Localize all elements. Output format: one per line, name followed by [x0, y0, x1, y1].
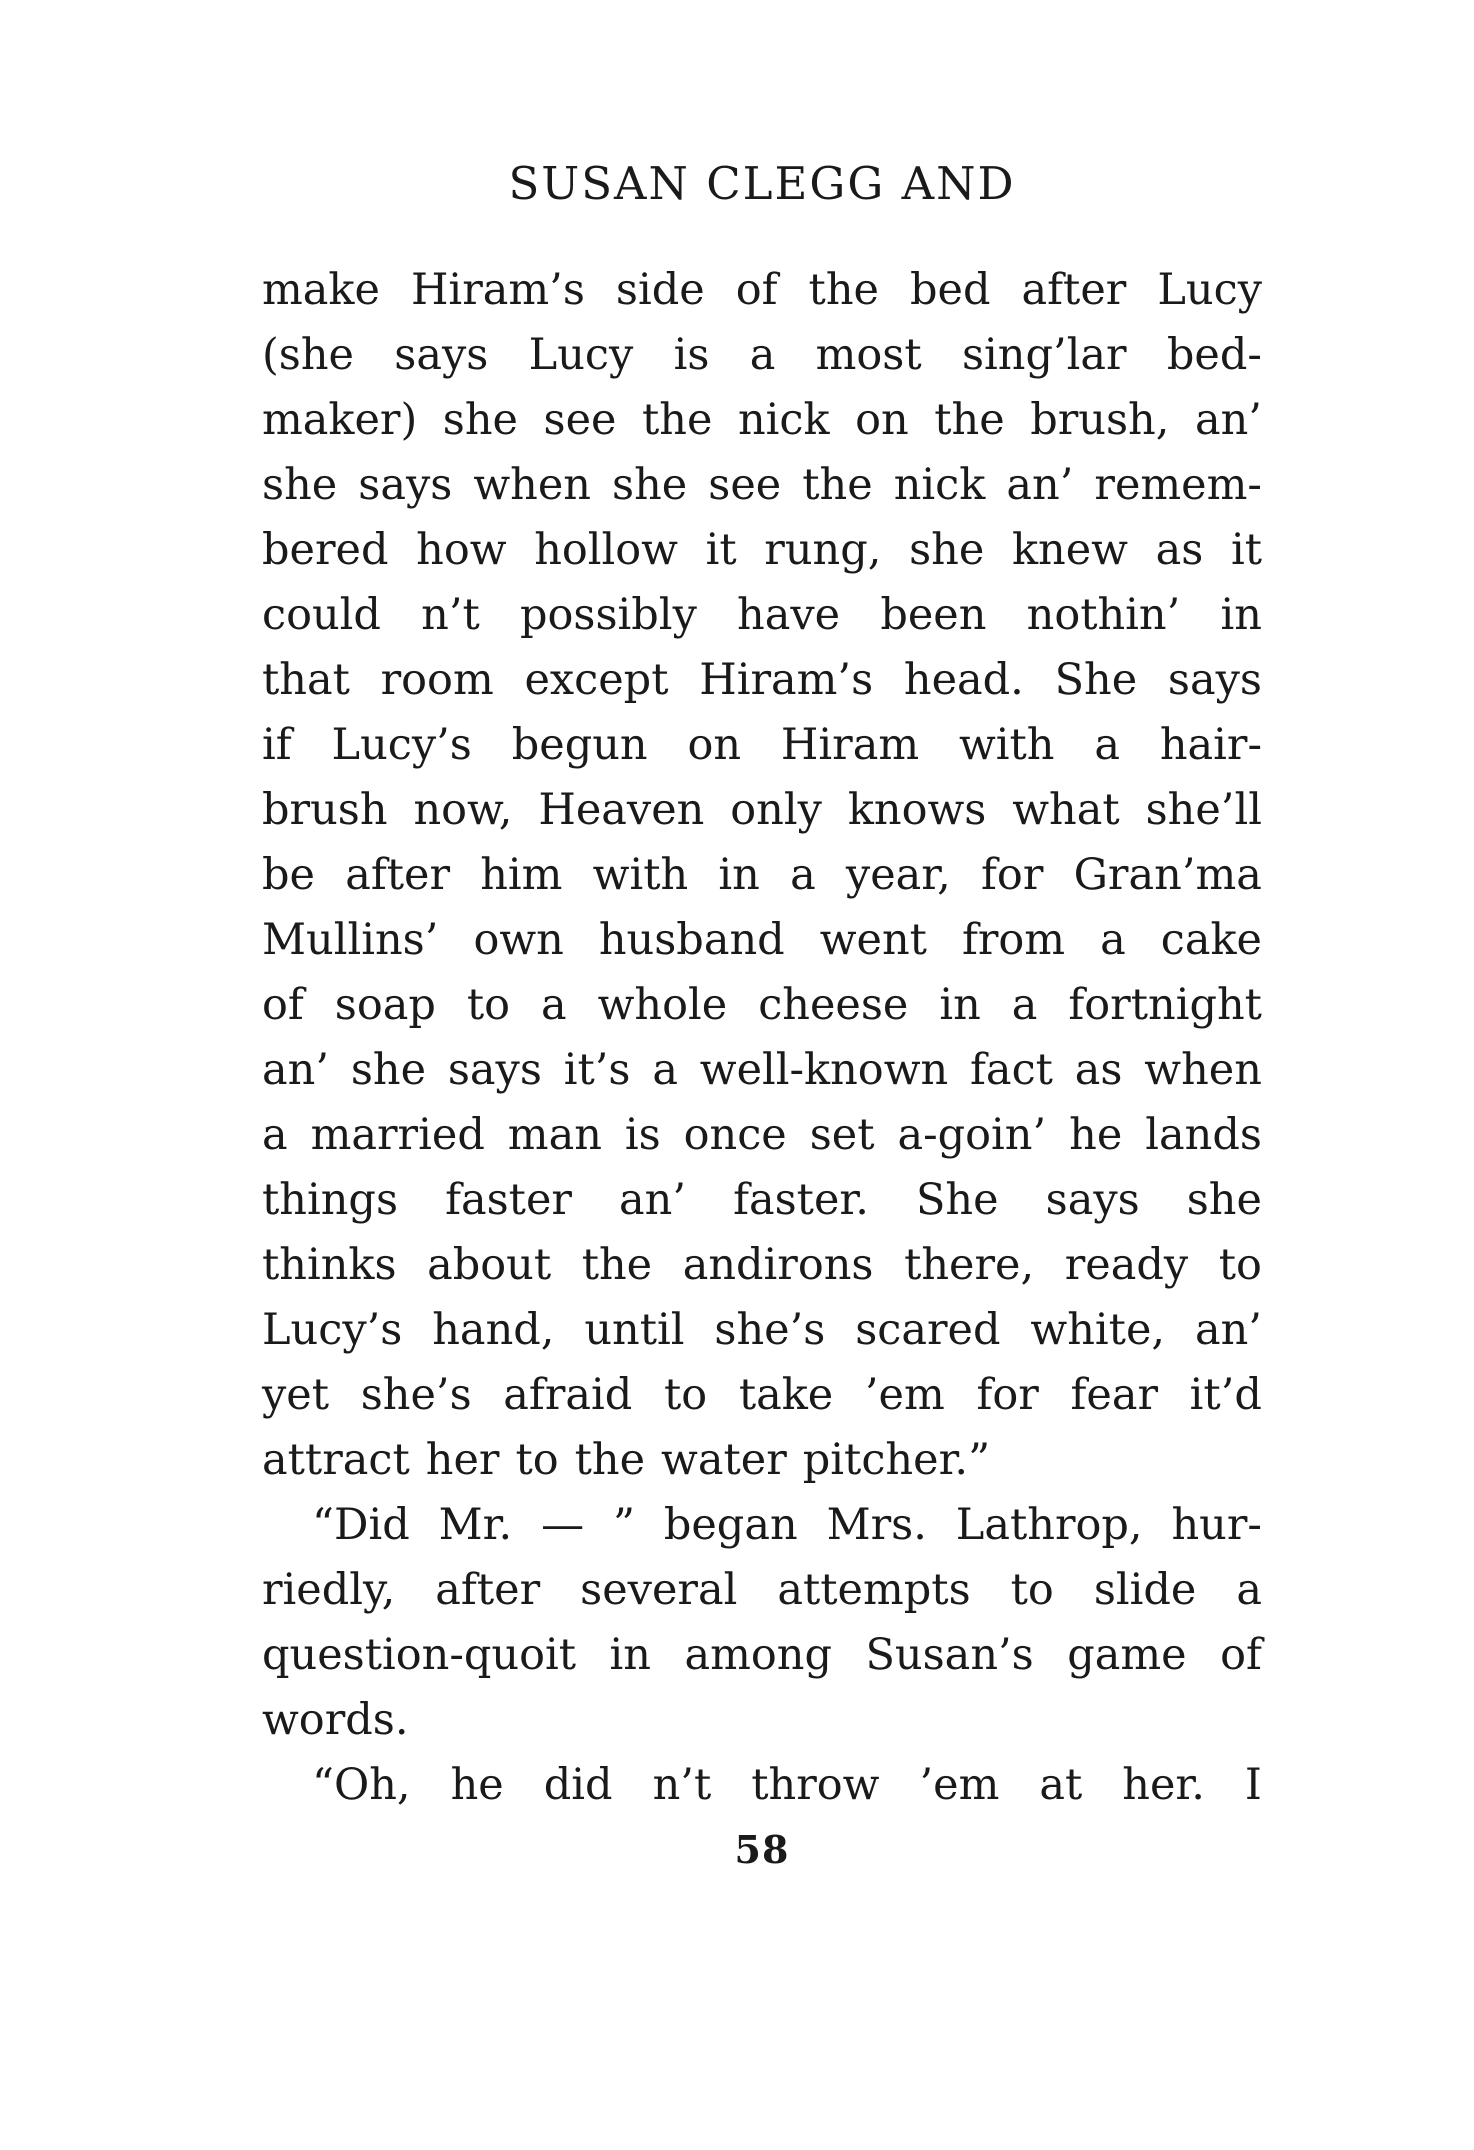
text-line — [262, 1168, 1262, 1233]
word: there, — [904, 1240, 1035, 1290]
running-head: SUSAN CLEGG AND — [508, 157, 1016, 210]
word: make — [262, 265, 380, 315]
word: several — [580, 1565, 738, 1615]
text-line — [262, 1038, 1262, 1103]
word: remem- — [1094, 460, 1262, 510]
word: knows — [847, 785, 987, 835]
word: “Did — [312, 1500, 410, 1550]
word: to — [1010, 1565, 1054, 1615]
word: pitcher.” — [802, 1435, 991, 1485]
text-line — [262, 388, 1262, 453]
word: it — [1230, 525, 1262, 575]
word: things — [262, 1175, 399, 1225]
word: nick — [893, 460, 986, 510]
word: to — [1218, 1240, 1262, 1290]
word: her — [425, 1435, 500, 1485]
text-line — [262, 453, 1262, 518]
word: about — [427, 1240, 552, 1290]
word: she’s — [714, 1305, 826, 1355]
word: it’d — [1189, 1370, 1262, 1420]
text-line — [262, 1428, 1262, 1493]
word: on — [855, 395, 909, 445]
word: hur- — [1171, 1500, 1262, 1550]
word: what — [1012, 785, 1120, 835]
word: thinks — [262, 1240, 397, 1290]
word: see — [543, 395, 617, 445]
word: in — [939, 980, 981, 1030]
word: soap — [334, 980, 436, 1030]
word: hair- — [1159, 720, 1262, 770]
word: Hiram’s — [410, 265, 585, 315]
word: could — [262, 590, 381, 640]
word: the — [802, 460, 873, 510]
text-line — [262, 648, 1262, 713]
word: is — [624, 1110, 661, 1160]
word: a — [790, 850, 816, 900]
word: of — [1220, 1630, 1262, 1680]
word: Lucy’s — [331, 720, 472, 770]
word: (she — [262, 330, 354, 380]
word: did — [543, 1760, 613, 1810]
word: andirons — [682, 1240, 874, 1290]
word: Lucy — [1157, 265, 1262, 315]
word: bed- — [1166, 330, 1262, 380]
word: to — [515, 1435, 559, 1485]
word: head. — [903, 655, 1024, 705]
word: to — [466, 980, 511, 1030]
word: words. — [262, 1695, 409, 1745]
word: in — [1220, 590, 1262, 640]
word: at — [1039, 1760, 1083, 1810]
word: white, — [1030, 1305, 1166, 1355]
word: the — [574, 1435, 646, 1485]
word: begun — [511, 720, 648, 770]
word: rung, — [764, 525, 882, 575]
word: after — [435, 1565, 541, 1615]
word: slide — [1093, 1565, 1197, 1615]
word: says — [447, 1045, 542, 1095]
word: brush — [262, 785, 388, 835]
word: in — [718, 850, 760, 900]
text-line — [262, 323, 1262, 388]
word: she — [350, 1045, 427, 1095]
word: the — [934, 395, 1005, 445]
text-line — [262, 1233, 1262, 1298]
word: ready — [1064, 1240, 1189, 1290]
word: when — [1144, 1045, 1262, 1095]
word: Hiram’s — [699, 655, 874, 705]
word: says — [394, 330, 489, 380]
word: an’ — [619, 1175, 687, 1225]
word: she’ll — [1145, 785, 1262, 835]
word: is — [673, 330, 710, 380]
word: bered — [262, 525, 389, 575]
word: n’t — [421, 590, 480, 640]
text-line — [262, 1298, 1262, 1363]
word: n’t — [652, 1760, 712, 1810]
word: when — [473, 460, 591, 510]
text-line — [262, 1493, 1262, 1558]
word: an’ — [1194, 1305, 1262, 1355]
body-text — [262, 258, 1262, 1818]
text-line — [262, 1558, 1262, 1623]
text-line — [262, 1103, 1262, 1168]
word: an’ — [262, 1045, 329, 1095]
word: faster. — [733, 1175, 869, 1225]
word: cheese — [758, 980, 909, 1030]
word: the — [808, 265, 879, 315]
word: possibly — [519, 590, 697, 640]
word: as — [1155, 525, 1204, 575]
word: of — [262, 980, 304, 1030]
word: says — [1167, 655, 1262, 705]
word: Heaven — [538, 785, 705, 835]
word: maker) — [262, 395, 418, 445]
word: been — [880, 590, 987, 640]
text-line — [262, 713, 1262, 778]
word: the — [581, 1240, 653, 1290]
text-line — [262, 583, 1262, 648]
word: Mrs. — [826, 1500, 927, 1550]
word: began — [663, 1500, 798, 1550]
word: ’em — [864, 1370, 945, 1420]
word: for — [976, 1370, 1039, 1420]
word: Mullins’ — [262, 915, 439, 965]
word: water — [661, 1435, 787, 1485]
word: hand, — [432, 1305, 555, 1355]
word: a — [1094, 720, 1120, 770]
word: she — [612, 460, 688, 510]
word: now, — [413, 785, 513, 835]
word: a — [1011, 980, 1038, 1030]
word: after — [345, 850, 451, 900]
word: she — [1186, 1175, 1262, 1225]
word: faster — [445, 1175, 572, 1225]
word: a — [541, 980, 567, 1030]
word: with — [958, 720, 1055, 770]
word: she — [262, 460, 338, 510]
word: with — [592, 850, 689, 900]
word: afraid — [503, 1370, 633, 1420]
word: bed — [909, 265, 991, 315]
word: him — [480, 850, 563, 900]
word: in — [609, 1630, 651, 1680]
word: fear — [1070, 1370, 1159, 1420]
word: side — [615, 265, 705, 315]
word: as — [1074, 1045, 1123, 1095]
word: own — [473, 915, 564, 965]
word: whole — [597, 980, 728, 1030]
word: her. — [1122, 1760, 1205, 1810]
text-line — [262, 778, 1262, 843]
word: a — [652, 1045, 678, 1095]
word: take — [738, 1370, 834, 1420]
word: see — [708, 460, 782, 510]
word: brush, — [1030, 395, 1170, 445]
word: fortnight — [1068, 980, 1262, 1030]
word: to — [663, 1370, 708, 1420]
text-line — [262, 258, 1262, 323]
text-line — [262, 908, 1262, 973]
word: it’s — [563, 1045, 631, 1095]
word: she — [442, 395, 518, 445]
word: married — [310, 1110, 485, 1160]
word: husband — [598, 915, 785, 965]
word: fact — [970, 1045, 1053, 1095]
word: he — [1069, 1110, 1123, 1160]
text-line — [262, 1363, 1262, 1428]
word: cake — [1160, 915, 1262, 965]
word: attract — [262, 1435, 410, 1485]
word: Lucy’s — [262, 1305, 403, 1355]
word: She — [915, 1175, 999, 1225]
word: have — [737, 590, 841, 640]
word: be — [262, 850, 315, 900]
text-line — [262, 1753, 1262, 1818]
word: nothin’ — [1026, 590, 1181, 640]
word: he — [450, 1760, 504, 1810]
word: Gran’ma — [1073, 850, 1262, 900]
word: among — [684, 1630, 832, 1680]
word: from — [961, 915, 1066, 965]
word: She — [1054, 655, 1138, 705]
word: “Oh, — [312, 1760, 411, 1810]
text-line — [262, 973, 1262, 1038]
text-line — [262, 518, 1262, 583]
word: says — [1045, 1175, 1140, 1225]
word: except — [524, 655, 669, 705]
word: set — [809, 1110, 875, 1160]
text-line — [262, 1623, 1262, 1688]
word: hollow — [534, 525, 678, 575]
word: ” — [612, 1500, 635, 1550]
word: for — [981, 850, 1044, 900]
word: says — [358, 460, 453, 510]
word: only — [730, 785, 822, 835]
page-number: 58 — [734, 1827, 790, 1872]
word: scared — [855, 1305, 1001, 1355]
word: she — [909, 525, 985, 575]
word: went — [819, 915, 927, 965]
text-line — [262, 1688, 1262, 1753]
word: that — [262, 655, 350, 705]
word: Susan’s — [865, 1630, 1034, 1680]
word: I — [1244, 1760, 1262, 1810]
word: an’ — [1006, 460, 1074, 510]
word: how — [416, 525, 507, 575]
word: throw — [751, 1760, 880, 1810]
word: Lucy — [528, 330, 634, 380]
word: a — [262, 1110, 288, 1160]
word: most — [815, 330, 922, 380]
word: — — [541, 1500, 585, 1550]
word: a — [1100, 915, 1126, 965]
word: man — [507, 1110, 602, 1160]
word: the — [642, 395, 713, 445]
word: Hiram — [780, 720, 920, 770]
word: Lathrop, — [955, 1500, 1143, 1550]
word: Mr. — [438, 1500, 513, 1550]
word: well-known — [699, 1045, 949, 1095]
word: it — [705, 525, 737, 575]
word: once — [683, 1110, 787, 1160]
word: ’em — [919, 1760, 1000, 1810]
word: yet — [262, 1370, 330, 1420]
word: riedly, — [262, 1565, 396, 1615]
word: knew — [1011, 525, 1128, 575]
word: lands — [1145, 1110, 1262, 1160]
word: question-quoit — [262, 1630, 577, 1680]
word: a — [749, 330, 776, 380]
word: an’ — [1194, 395, 1262, 445]
word: until — [584, 1305, 685, 1355]
word: she’s — [360, 1370, 472, 1420]
word: on — [687, 720, 742, 770]
word: game — [1067, 1630, 1187, 1680]
word: after — [1021, 265, 1127, 315]
word: of — [735, 265, 778, 315]
word: if — [262, 720, 292, 770]
word: attempts — [777, 1565, 971, 1615]
text-line — [262, 843, 1262, 908]
word: room — [380, 655, 494, 705]
word: a — [1236, 1565, 1262, 1615]
word: a-goin’ — [897, 1110, 1047, 1160]
word: year, — [845, 850, 951, 900]
word: nick — [737, 395, 830, 445]
word: sing’lar — [961, 330, 1127, 380]
